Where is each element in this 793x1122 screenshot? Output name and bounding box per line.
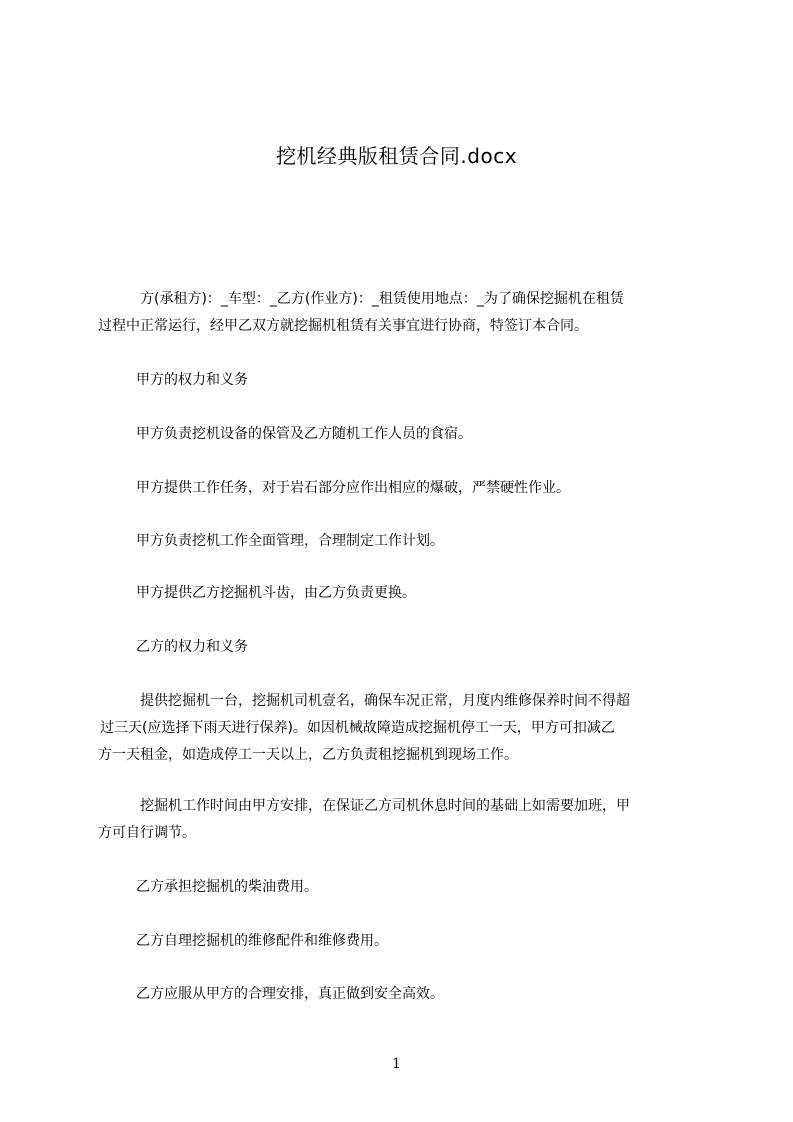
paragraph-line: 方(承租方)：_车型：_乙方(作业方)：_租赁使用地点：_为了确保挖掘机在租赁 <box>140 291 624 307</box>
paragraph-line: 挖掘机工作时间由甲方安排，在保证乙方司机休息时间的基础上如需要加班，甲 <box>140 798 630 814</box>
paragraph-line: 乙方的权力和义务 <box>136 639 248 655</box>
paragraph-party-a-item <box>98 528 708 555</box>
paragraph-line: 方可自行调节。 <box>98 825 196 841</box>
paragraph-party-b-item <box>98 928 708 955</box>
paragraph-line: 乙方自理挖掘机的维修配件和维修费用。 <box>136 933 388 949</box>
section-heading-party-a <box>98 367 708 394</box>
paragraph-line: 乙方应服从甲方的合理安排，真正做到安全高效。 <box>136 986 444 1002</box>
paragraph-line: 过程中正常运行，经甲乙双方就挖掘机租赁有关事宜进行协商，特签订本合同。 <box>98 318 588 334</box>
section-heading-party-b <box>98 634 708 661</box>
paragraph-line: 甲方提供工作任务，对于岩石部分应作出相应的爆破，严禁硬性作业。 <box>136 480 570 496</box>
paragraph-party-b-item <box>98 688 708 769</box>
paragraph-line: 甲方的权力和义务 <box>136 372 248 388</box>
paragraph-party-a-item <box>98 421 708 448</box>
paragraph-party-b-item <box>98 981 708 1008</box>
paragraph-party-b-item <box>98 793 708 847</box>
paragraph-line: 提供挖掘机一台，挖掘机司机壹名，确保车况正常，月度内维修保养时间不得超 <box>140 693 630 709</box>
document-title: 挖机经典版租赁合同.docx <box>275 144 518 168</box>
paragraph-line: 甲方负责挖机设备的保管及乙方随机工作人员的食宿。 <box>136 426 472 442</box>
paragraph-line: 过三天(应选择下雨天进行保养)。如因机械故障造成挖掘机停工一天，甲方可扣减乙 <box>100 720 615 736</box>
paragraph-party-b-item <box>98 874 708 901</box>
paragraph-line: 甲方提供乙方挖掘机斗齿，由乙方负责更换。 <box>136 585 416 601</box>
paragraph-line: 乙方承担挖掘机的柴油费用。 <box>136 879 318 895</box>
paragraph-party-a-item <box>98 580 708 607</box>
paragraph-line: 方一天租金，如造成停工一天以上，乙方负责租挖掘机到现场工作。 <box>98 747 518 763</box>
page-number: 1 <box>392 1056 401 1072</box>
paragraph-intro <box>98 286 708 340</box>
paragraph-line: 甲方负责挖机工作全面管理，合理制定工作计划。 <box>136 533 444 549</box>
paragraph-party-a-item <box>98 475 708 502</box>
